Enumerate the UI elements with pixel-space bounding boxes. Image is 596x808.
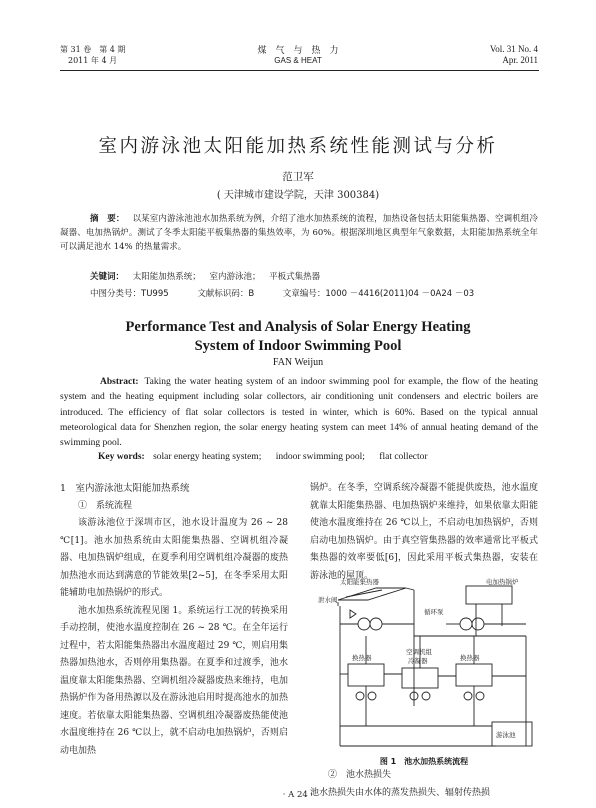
journal-name-en: GAS & HEAT [274,56,322,65]
abstract-cn-text: 以某室内游泳池池水加热系统为例，介绍了池水加热系统的流程，加热设备包括太阳能集热器、空调机组冷凝器、电加热锅炉。测试了冬季太阳能平板集热器的集热效率，为 60%。根据深圳地区典型年气象数据，太阳能加热系统全年可以满足池水 14% 的热量需求。 [60,214,538,252]
label-boiler: 电加热锅炉 [486,578,519,586]
clc-number: 中图分类号：TU995 [90,289,169,299]
abstract-en [60,375,538,451]
paper-title-en-text: Performance Test and Analysis of Solar Energy Heating System of Indoor Swimming Pool [125,319,471,354]
abstract-en-text: Taking the water heating system of an indoor swimming pool for example, the flow of the heating system and the heating equipment including solar collectors, air conditioning unit condensers and electric boilers are introduced. The efficiency of flat solar collectors is tested in winter, which is 60%. Based on the typical annual meteorological data for Shenzhen region, the solar energy heating system can meet 14% of annual heating demand of the swimming pool. [60,377,538,449]
paragraph: 该游泳池位于深圳市区，池水设计温度为 26 ~ 28 ℃[1]。池水加热系统由太阳能集热器、空调机组冷凝器、电加热锅炉组成，在夏季利用空调机组冷凝器的废热加热池水而达到满意的节能效果[2~5]，在冬季采用太阳能辅助电加热锅炉的形式。 [60,518,288,598]
paper-title: 室内游泳池太阳能加热系统性能测试与分析 [98,136,498,157]
issue-date: 2011 年 4 月 [68,56,118,65]
author-en: FAN Weijun [272,357,324,368]
keywords-cn [90,270,320,282]
journal-volume [60,44,125,66]
keyword-cn: 室内游泳池； [209,272,261,282]
keywords-cn-label: 关键词： [90,272,125,282]
right-column [310,480,538,585]
label-condenser-1: 空调机组 [406,648,432,656]
heat-exchanger-icon [348,664,384,686]
abstract-cn-label: 摘 要： [90,214,125,224]
keyword-cn: 平板式集热器 [269,272,321,282]
pump-icon [472,618,484,630]
solar-collector-icon [338,588,406,600]
pump-icon [370,618,382,630]
pump-icon [358,618,370,630]
pump-icon [422,692,430,700]
keyword-en: indoor swimming pool; [275,452,365,462]
left-column [60,480,288,760]
heat-exchanger-icon [456,664,492,686]
abstract-cn [60,212,538,254]
paper-title-en [40,318,556,356]
keyword-en: solar energy heating system; [153,452,262,462]
pump-icon [476,692,484,700]
journal-volume-en [440,44,538,66]
author: 范卫军 [282,171,314,183]
pump-icon [460,618,472,630]
label-hx-right: 换热器 [460,654,480,662]
document-code: 文献标识码：B [197,289,255,299]
affiliation: ( 天津城市建设学院，天津 300384) [216,190,380,201]
label-drain-valve: 泄水阀 [318,596,338,604]
page-number: · A 24 · [282,790,314,800]
pump-icon [464,692,472,700]
volume-issue: 第 31 卷 第 4 期 [60,45,126,54]
label-condenser-2: 冷凝器 [408,657,428,665]
label-hx-left: 换热器 [352,654,372,662]
label-circ-pump: 循环泵 [424,608,444,616]
journal-name [198,43,398,65]
keywords-en [98,452,440,462]
paragraph: 池水加热系统流程见图 1。系统运行工况的转换采用手动控制，使池水温度控制在 26 ~ 28 ℃。在全年运行过程中，若太阳能集热器出水温度超过 29 ℃，则启用集热器加热池水，否则停用集热器。在夏季和过渡季，池水温度靠太阳能集热器、空调机组冷凝器废热来维持，电加热锅炉作为备用热源以及在游泳池启用时提高池水的加热速度。若依靠太阳能集热器、空调机组冷凝器废热能使池水温度维持在 26 ℃以上，就不启动电加热锅炉，否则启动电加热 [60,605,288,756]
volume-issue-en: Vol. 31 No. 4 [489,44,538,54]
valve-icon [350,610,356,618]
keyword-cn: 太阳能加热系统； [132,272,201,282]
keyword-en: flat collector [379,452,428,462]
issue-date-en: Apr. 2011 [502,55,538,65]
subsection-heading: ① 系统流程 [78,500,133,511]
paragraph: 锅炉。在冬季，空调系统冷凝器不能提供废热，池水温度就靠太阳能集热器、电加热锅炉来维持，如果依靠太阳能使池水温度维持在 26 ℃以上，不启动电加热锅炉，否则启动电加热锅炉。由于真空管集热器的效率通常比平板式集热器的效率要低[6]，因此采用平板式集热器，安装在游泳池的屋顶。 [310,483,538,581]
pump-icon [356,692,364,700]
figure-caption: 图 1 池水加热系统流程 [379,757,469,766]
header-rule [60,70,539,71]
flow-diagram [316,576,536,754]
boiler-icon [466,586,512,604]
article-number: 文章编号：1000 －4416(2011)04 －0A24 －03 [282,289,475,299]
condenser-icon [402,668,438,688]
pump-icon [368,692,376,700]
label-pool: 游泳池 [496,731,516,739]
section-heading: 1 室内游泳池太阳能加热系统 [60,483,190,494]
paragraph: 池水热损失由水体的蒸发热损失、辐射传热损 [310,787,491,798]
classification-line [90,287,500,299]
abstract-en-label: Abstract: [100,377,139,387]
subsection-heading: ② 池水热损失 [328,770,392,780]
keywords-en-label: Key words: [98,452,145,462]
label-solar-collector: 太阳能集热器 [340,578,379,586]
journal-name-cn: 煤 气 与 热 力 [257,46,339,56]
